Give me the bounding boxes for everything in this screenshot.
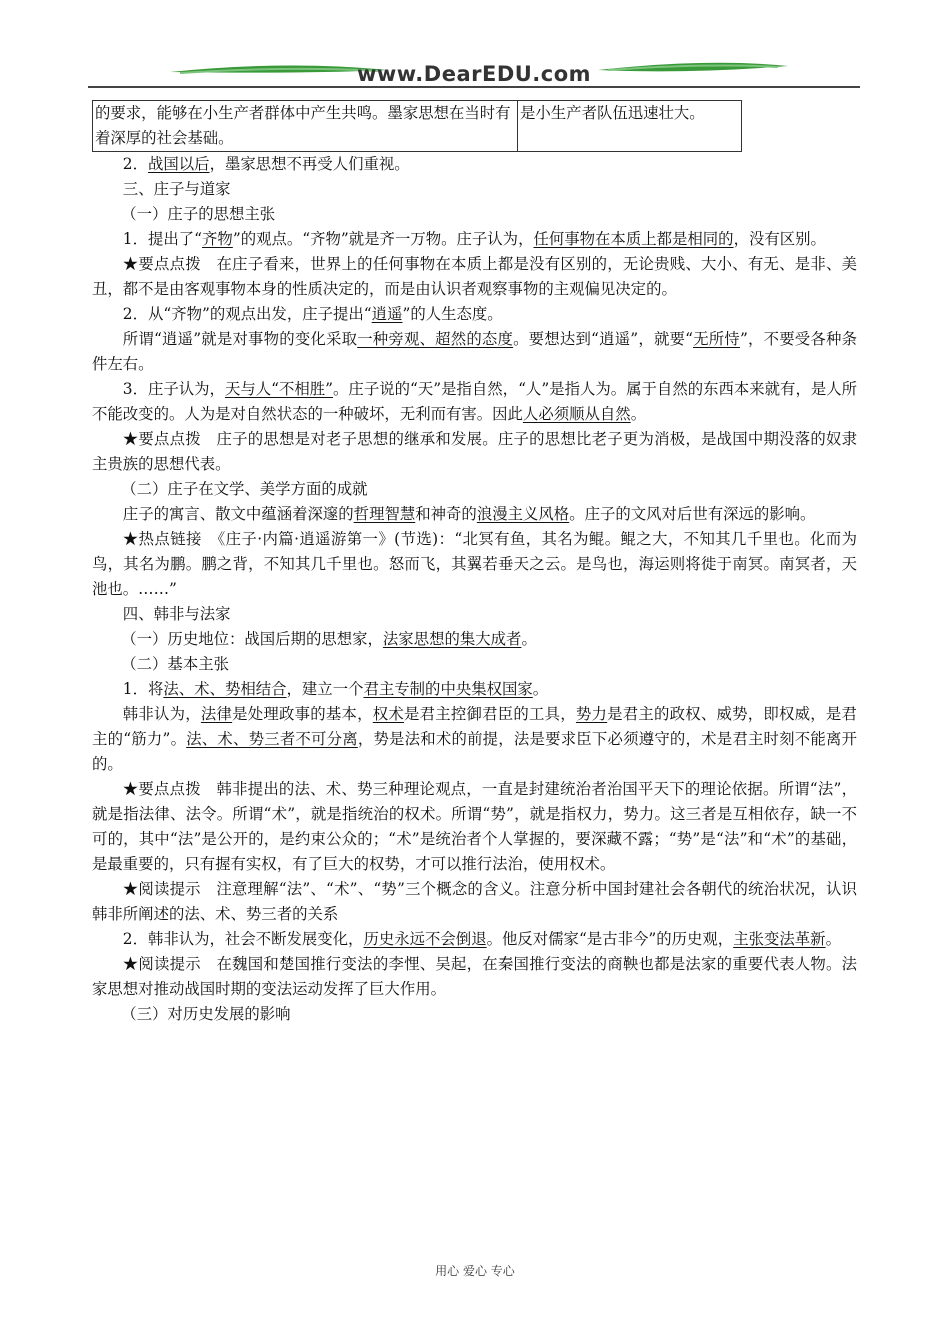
text-run: 所谓“逍遥”就是对事物的变化采取 — [122, 330, 358, 348]
text-run: ★要点点拨 在庄子看来，世界上的任何事物在本质上都是没有区别的，无论贵贱、大小、有无、是非、美丑，都不是由客观事物本身的性质决定的，而是由认识者观察事物的主观偏见决定的。 — [92, 255, 857, 298]
text-run: 。要想达到“逍遥”，就要“ — [513, 330, 693, 348]
text-run: 3．庄子认为， — [122, 380, 225, 398]
text-run: 1．提出了“ — [122, 230, 203, 248]
paragraph — [92, 702, 857, 777]
underlined-key-term: 人必须顺从自然 — [522, 405, 631, 423]
underlined-key-term: 法家思想的集大成者 — [382, 630, 522, 648]
text-run: （三）对历史发展的影响 — [121, 1005, 291, 1023]
text-run: 和神奇的 — [415, 505, 477, 523]
text-run: 2．从“齐物”的观点出发，庄子提出“ — [122, 305, 372, 323]
page-footer: 用心 爱心 专心 — [435, 1264, 515, 1278]
document-body — [92, 100, 857, 1027]
paragraph — [92, 877, 857, 927]
underlined-key-term: 法、术、势三者不可分离 — [186, 730, 358, 748]
text-run: 庄子的寓言、散文中蕴涵着深邃的 — [122, 505, 354, 523]
text-run: 三、庄子与道家 — [122, 180, 231, 198]
paragraph — [92, 927, 857, 952]
text-run: 。 — [825, 930, 841, 948]
text-run: 2． — [122, 155, 148, 173]
text-run: ★阅读提示 注意理解“法”、“术”、“势”三个概念的含义。注意分析中国封建社会各朝代的统治状况，认识韩非所阐述的法、术、势三者的关系 — [92, 880, 857, 923]
text-run: ，建立一个 — [286, 680, 364, 698]
underlined-key-term: 齐物 — [202, 230, 233, 248]
underlined-key-term: 无所恃 — [693, 330, 740, 348]
table-row — [93, 101, 742, 152]
text-run: ”，不要受各种条件左右。 — [92, 330, 857, 373]
text-run: 韩非认为， — [122, 705, 201, 723]
paragraph — [92, 677, 857, 702]
paragraph-list — [92, 152, 857, 1027]
text-run: ，势是法和术的前提，法是要求臣下必须遵守的，术是君主时刻不能离开的。 — [92, 730, 857, 773]
text-run: 。他反对儒家“是古非今”的历史观， — [486, 930, 734, 948]
text-run: ”的观点。“齐物”就是齐一万物。庄子认为， — [232, 230, 534, 248]
paragraph — [92, 477, 857, 502]
text-run: ★要点点拨 庄子的思想是对老子思想的继承和发展。庄子的思想比老子更为消极，是战国中期没落的奴隶主贵族的思想代表。 — [92, 430, 857, 473]
text-run: ，墨家思想不再受人们重视。 — [209, 155, 410, 173]
text-run: 是君主的政权、威势，即权威，是君主的“筋力”。 — [92, 705, 857, 748]
text-run: ★要点点拨 韩非提出的法、术、势三种理论观点，一直是封建统治者治国平天下的理论依据。所谓“法”，就是指法律、法令。所谓“术”，就是指统治的权术。所谓“势”，就是指权力，势力。这三者是互相依存，缺一不可的，其中“法”是公开的，是约束公众的；“术”是统治者个人掌握的，要深藏不露；“势”是“法”和“术”的基础，是最重要的，只有握有实权，有了巨大的权势，才可以推行法治，使用权术。 — [92, 780, 857, 873]
text-run: 是君主控御君臣的工具， — [404, 705, 576, 723]
table-cell-right: 是小生产者队伍迅速壮大。 — [518, 101, 742, 152]
text-run: 。 — [521, 630, 537, 648]
paragraph — [92, 302, 857, 327]
underlined-key-term: 任何事物在本质上都是相同的 — [533, 230, 734, 248]
text-run: 。庄子说的“天”是指自然，“人”是指人为。属于自然的东西本来就有，是人所不能改变的。人为是对自然状态的一种破坏，无利而有害。因此 — [92, 380, 858, 423]
text-run: ”的人生态度。 — [402, 305, 503, 323]
underlined-key-term: 哲理智慧 — [353, 505, 416, 523]
text-run: 。 — [630, 405, 647, 423]
underlined-key-term: 法、术、势相结合 — [163, 680, 287, 698]
paragraph — [92, 527, 857, 602]
paragraph — [92, 377, 857, 427]
site-name: www.DearEDU.com — [356, 62, 592, 86]
underlined-key-term: 历史永远不会倒退 — [363, 930, 487, 948]
text-run: （二）庄子在文学、美学方面的成就 — [121, 480, 368, 498]
underlined-key-term: 法律 — [200, 705, 233, 723]
page-header — [88, 58, 860, 92]
paragraph — [92, 427, 857, 477]
underlined-key-term: 逍遥 — [371, 305, 403, 323]
underlined-key-term: 权术 — [372, 705, 405, 723]
paragraph — [92, 227, 857, 252]
underlined-key-term: 势力 — [575, 705, 608, 723]
text-run: （一）历史地位：战国后期的思想家， — [121, 630, 383, 648]
text-run: 。 — [532, 680, 549, 698]
paragraph — [92, 952, 857, 1002]
text-run: 2．韩非认为，社会不断发展变化， — [122, 930, 364, 948]
underlined-key-term: 一种旁观、超然的态度 — [357, 330, 514, 348]
text-run: ★阅读提示 在魏国和楚国推行变法的李悝、吴起，在秦国推行变法的商鞅也都是法家的重要代表人物。法家思想对推动战国时期的变法运动发挥了巨大作用。 — [92, 955, 857, 998]
table-cell-left: 的要求，能够在小生产者群体中产生共鸣。墨家思想在当时有着深厚的社会基础。 — [93, 101, 518, 152]
continued-table — [92, 100, 742, 152]
text-run: ，没有区别。 — [733, 230, 826, 248]
paragraph — [92, 202, 857, 227]
header-rule — [88, 86, 860, 88]
text-run: （一）庄子的思想主张 — [121, 205, 276, 223]
underlined-key-term: 战国以后 — [147, 155, 210, 173]
text-run: 。庄子的文风对后世有深远的影响。 — [569, 505, 816, 523]
text-run: 1．将 — [122, 680, 164, 698]
underlined-key-term: 主张变法革新 — [733, 930, 826, 948]
underlined-key-term: 君主专制的中央集权国家 — [363, 680, 533, 698]
paragraph — [92, 602, 857, 627]
paragraph — [92, 777, 857, 877]
underlined-key-term: 浪漫主义风格 — [476, 505, 570, 523]
text-run: （二）基本主张 — [121, 655, 229, 673]
paragraph — [92, 1002, 857, 1027]
paragraph — [92, 152, 857, 177]
paragraph — [92, 652, 857, 677]
underlined-key-term: 天与人“不相胜” — [224, 380, 334, 398]
text-run: 四、韩非与法家 — [122, 605, 231, 623]
text-run: ★热点链接 《庄子·内篇·逍遥游第一》(节选)：“北冥有鱼，其名为鲲。鲲之大，不知其几千里也。化而为鸟，其名为鹏。鹏之背，不知其几千里也。怒而飞，其翼若垂天之云。是鸟也，海运则将徙于南冥。南冥者，天池也。……” — [92, 530, 857, 598]
paragraph — [92, 627, 857, 652]
text-run: 是处理政事的基本， — [232, 705, 373, 723]
paragraph — [92, 252, 857, 302]
paragraph — [92, 177, 857, 202]
paragraph — [92, 327, 857, 377]
paragraph — [92, 502, 857, 527]
